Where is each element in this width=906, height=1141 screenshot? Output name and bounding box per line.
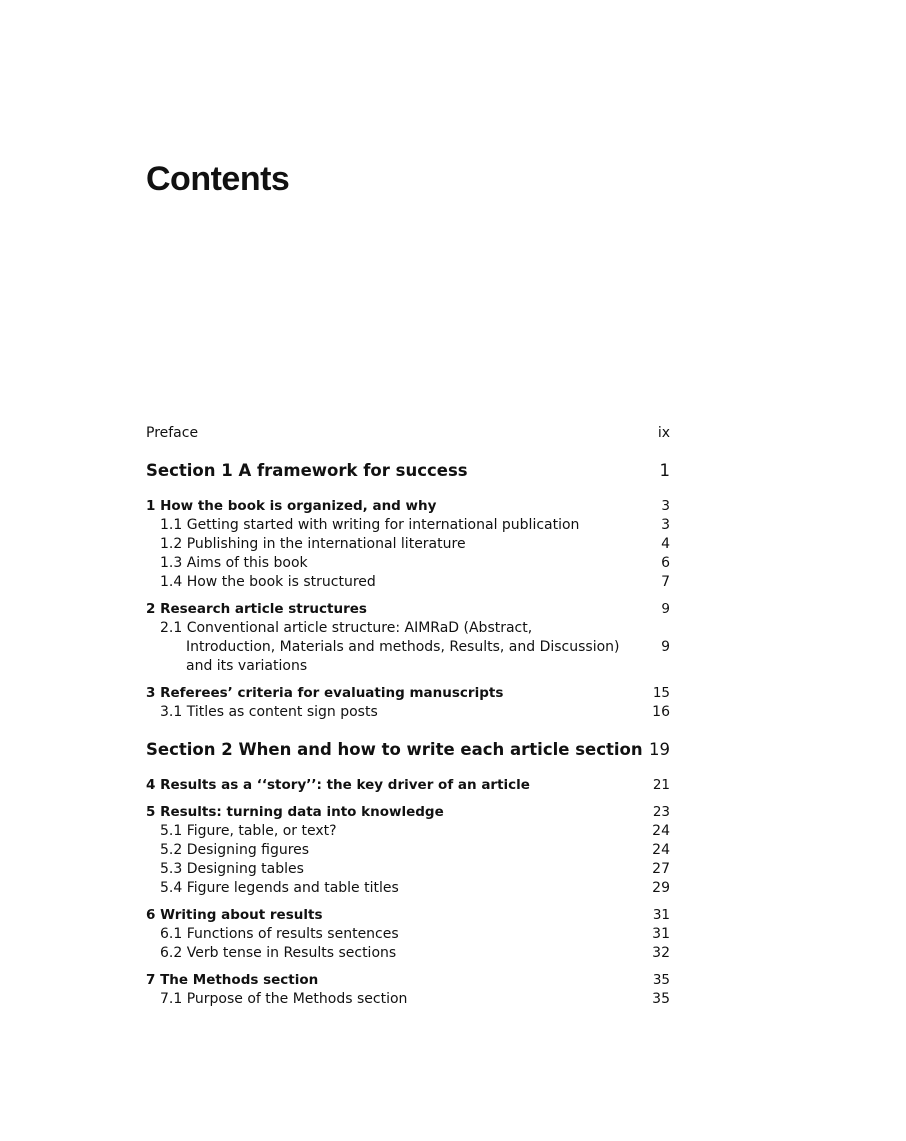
toc-page-number: 27: [652, 861, 670, 877]
chapter-title: 5 Results: turning data into knowledge: [146, 804, 444, 820]
subsection-title: 1.1 Getting started with writing for international publication: [160, 517, 580, 533]
toc-chapter-group: [146, 971, 670, 1009]
subsection-title: 1.2 Publishing in the international literature: [160, 536, 466, 552]
toc-page-number: 31: [652, 907, 670, 923]
toc-page-number: 23: [652, 804, 670, 820]
toc-chapter-2[interactable]: [146, 600, 670, 619]
toc-subsection[interactable]: [146, 535, 670, 554]
toc-subsection[interactable]: [146, 703, 670, 722]
chapter-title: 6 Writing about results: [146, 907, 323, 923]
subsection-title: 7.1 Purpose of the Methods section: [160, 991, 408, 1007]
toc-subsection[interactable]: [146, 990, 670, 1009]
toc-chapter-group: [146, 684, 670, 722]
subsection-title: 6.2 Verb tense in Results sections: [160, 945, 397, 961]
subsection-title: 6.1 Functions of results sentences: [160, 926, 399, 942]
toc-chapter-group: [146, 776, 670, 795]
chapter-title: 3 Referees’ criteria for evaluating manuscripts: [146, 685, 504, 701]
subsection-title: 5.1 Figure, table, or text?: [160, 823, 337, 839]
toc-chapter-5[interactable]: [146, 803, 670, 822]
toc-subsection[interactable]: [146, 879, 670, 898]
toc-subsection[interactable]: [146, 554, 670, 573]
toc-page-number: 3: [661, 498, 670, 514]
toc-subsection[interactable]: [146, 860, 670, 879]
toc-entry-title: Preface: [146, 425, 199, 441]
toc-page-number: 32: [652, 945, 670, 961]
toc-entry-preface[interactable]: [146, 424, 670, 443]
toc-page-number: 29: [652, 880, 670, 896]
chapter-title: 1 How the book is organized, and why: [146, 498, 437, 514]
toc-section-2[interactable]: [146, 739, 670, 761]
toc-page-number: 35: [652, 991, 670, 1007]
toc-page-number: 31: [652, 926, 670, 942]
subsection-title: 1.3 Aims of this book: [160, 555, 308, 571]
toc-subsection[interactable]: [146, 841, 670, 860]
toc-page-number: ix: [657, 425, 670, 441]
toc-chapter-group: [146, 906, 670, 963]
toc-page-number: 3: [661, 517, 670, 533]
toc-page-number: 19: [649, 740, 670, 759]
toc-chapter-6[interactable]: [146, 906, 670, 925]
toc-subsection[interactable]: [146, 516, 670, 535]
toc-page-number: 24: [652, 823, 670, 839]
toc-page-number: 6: [661, 555, 670, 571]
toc-page-number: 16: [652, 704, 670, 720]
subsection-title: 2.1 Conventional article structure: AIMRaD (Abstract, Introduction, Materials and methods, Results, and Discussion) and its variations: [160, 620, 620, 674]
toc-page-number: 9: [661, 639, 670, 655]
toc-chapter-group: [146, 803, 670, 898]
toc-chapter-group: [146, 600, 670, 676]
toc-subsection[interactable]: [146, 822, 670, 841]
toc-chapter-group: [146, 497, 670, 592]
chapter-title: 2 Research article structures: [146, 601, 367, 617]
toc-page-number: 9: [661, 601, 670, 617]
toc-chapter-4[interactable]: [146, 776, 670, 795]
toc-chapter-7[interactable]: [146, 971, 670, 990]
toc-page-number: 21: [652, 777, 670, 793]
subsection-title: 5.4 Figure legends and table titles: [160, 880, 399, 896]
chapter-title: 7 The Methods section: [146, 972, 319, 988]
toc-subsection[interactable]: [146, 925, 670, 944]
subsection-title: 5.2 Designing figures: [160, 842, 310, 858]
chapter-title: 4 Results as a ‘‘story’’: the key driver of an article: [146, 777, 530, 793]
toc-subsection[interactable]: [146, 573, 670, 592]
toc-page-number: 1: [659, 461, 670, 480]
toc-page-number: 24: [652, 842, 670, 858]
toc-page-number: 4: [661, 536, 670, 552]
subsection-title: 5.3 Designing tables: [160, 861, 304, 877]
toc-page-number: 35: [652, 972, 670, 988]
toc-chapter-1[interactable]: [146, 497, 670, 516]
toc-subsection[interactable]: [146, 944, 670, 963]
toc-chapter-3[interactable]: [146, 684, 670, 703]
section-title: Section 1 A framework for success: [146, 461, 468, 480]
subsection-title: 1.4 How the book is structured: [160, 574, 376, 590]
subsection-title: 3.1 Titles as content sign posts: [160, 704, 378, 720]
toc-page-number: 15: [652, 685, 670, 701]
toc-section-1[interactable]: [146, 460, 670, 482]
section-title: Section 2 When and how to write each article section: [146, 740, 643, 759]
toc-page-number: 7: [661, 574, 670, 590]
toc-subsection[interactable]: [146, 619, 670, 676]
table-of-contents: [146, 424, 670, 1017]
page-title: Contents: [146, 160, 290, 198]
